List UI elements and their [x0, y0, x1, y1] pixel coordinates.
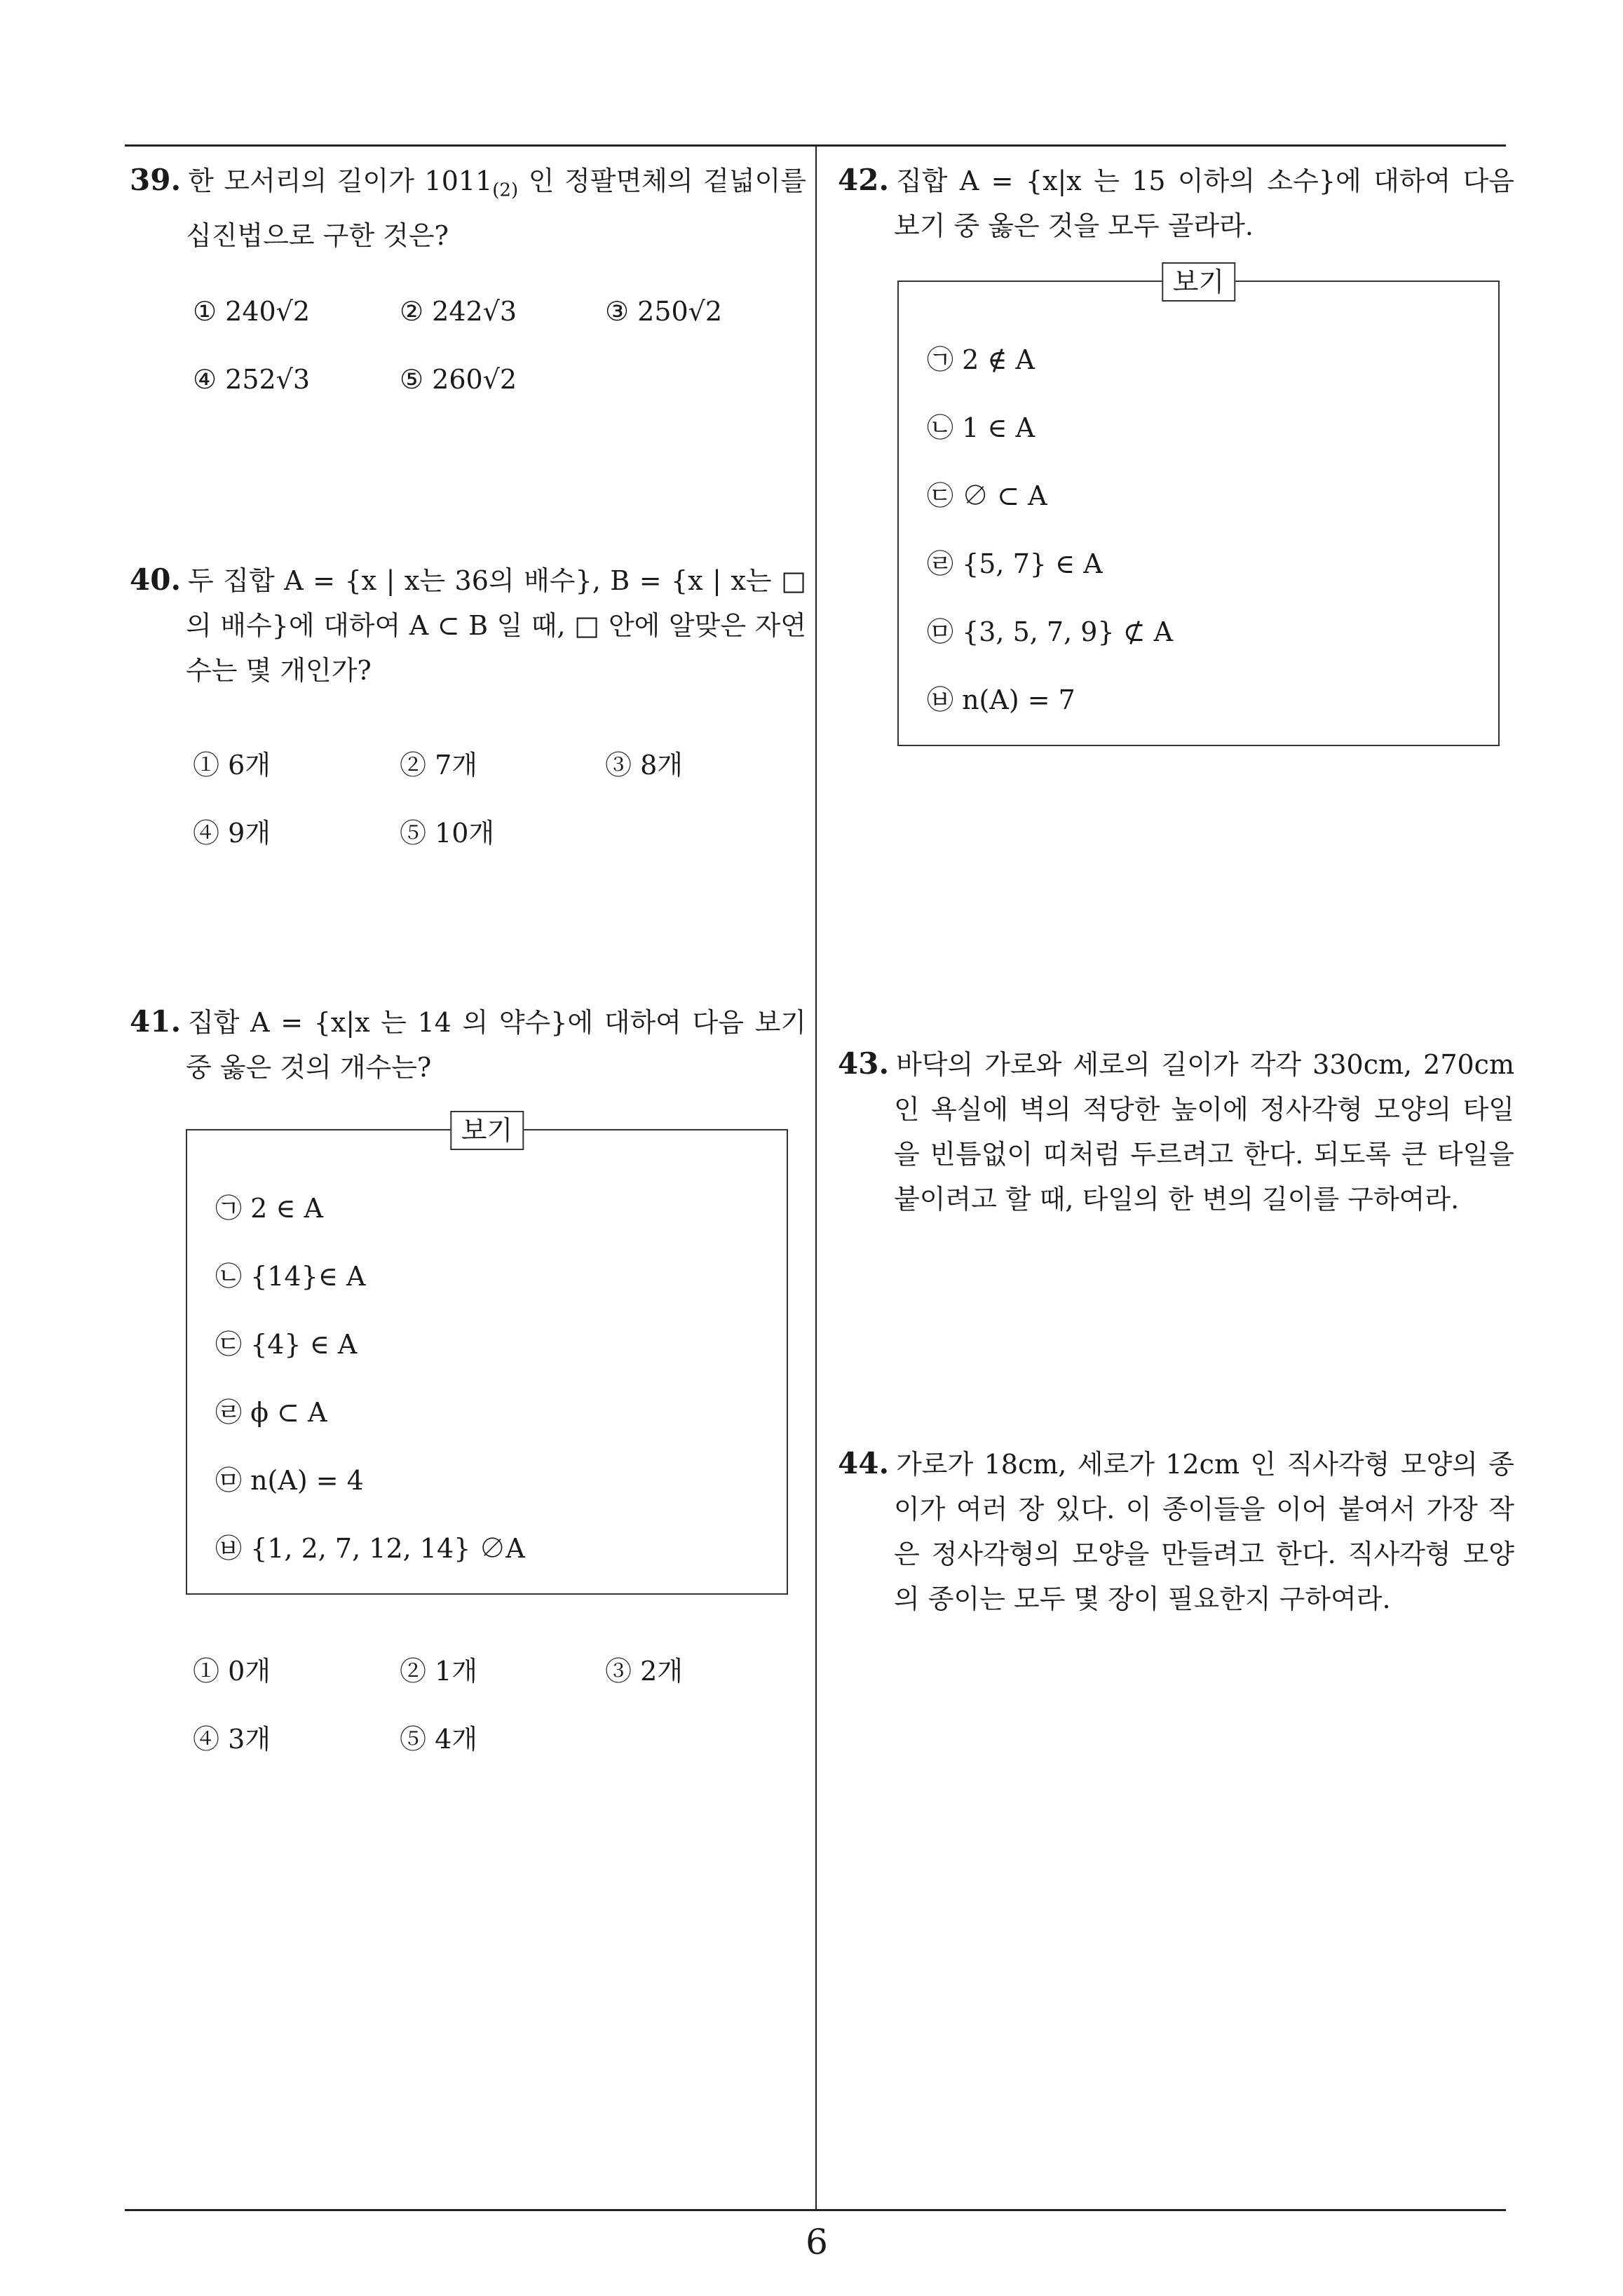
bogi-item-2: ㉡ 1 ∈ A [927, 412, 1035, 443]
question-43 [838, 1041, 1514, 1222]
choice-4[interactable]: ④ 3개 [193, 1724, 271, 1755]
bogi-item-6: ㉥ {1, 2, 7, 12, 14} ∅A [215, 1533, 525, 1564]
question-39-subscript: (2) [492, 180, 519, 201]
question-40 [130, 558, 806, 693]
question-42-stem [838, 158, 1514, 248]
question-39-stem-b: 인 정팔면체의 겉넓이를 십진법으로 구한 것은? [186, 166, 806, 251]
question-number: 42. [838, 163, 890, 197]
question-43-stem [838, 1041, 1514, 1222]
question-number: 39. [130, 163, 182, 197]
question-41-stem [130, 999, 806, 1090]
question-44-stem [838, 1441, 1514, 1621]
bogi-label: 보기 [1162, 262, 1235, 302]
bogi-box-41 [186, 1115, 788, 1595]
choice-3[interactable]: ③ 250√2 [605, 296, 723, 327]
choice-5[interactable]: ⑤ 10개 [400, 818, 495, 849]
bogi-label: 보기 [450, 1111, 524, 1150]
choice-4[interactable]: ④ 252√3 [193, 364, 311, 395]
column-divider [815, 144, 817, 2211]
question-41-text: 집합 A = {x|x 는 14 의 약수}에 대하여 다음 보기 중 옳은 것의 개수는? [186, 1007, 806, 1083]
bottom-rule [125, 2209, 1506, 2211]
choice-2[interactable]: ② 242√3 [400, 296, 517, 327]
question-39 [130, 158, 806, 258]
choice-5[interactable]: ⑤ 4개 [400, 1724, 477, 1755]
question-41 [130, 999, 806, 1090]
question-39-stem [130, 158, 806, 258]
question-39-stem-a: 한 모서리의 길이가 1011 [188, 166, 493, 196]
question-42 [838, 158, 1514, 248]
question-44 [838, 1441, 1514, 1621]
choice-2[interactable]: ② 1개 [400, 1656, 477, 1687]
question-44-text: 가로가 18cm, 세로가 12cm 인 직사각형 모양의 종이가 여러 장 있다. 이 종이들을 이어 붙여서 가장 작은 정사각형의 모양을 만들려고 한다. 직사각형 모양의 종이는 모두 몇 장이 필요한지 구하여라. [894, 1449, 1514, 1614]
question-number: 40. [130, 562, 182, 597]
choice-1[interactable]: ① 240√2 [193, 296, 311, 327]
bogi-item-3: ㉢ ∅ ⊂ A [927, 480, 1047, 511]
bogi-item-5: ㉤ n(A) = 4 [215, 1465, 364, 1496]
choice-1[interactable]: ① 6개 [193, 750, 271, 781]
page-number: 6 [806, 2222, 828, 2262]
bogi-item-2: ㉡ {14}∈ A [215, 1261, 366, 1292]
choice-5[interactable]: ⑤ 260√2 [400, 364, 517, 395]
question-43-text: 바닥의 가로와 세로의 길이가 각각 330cm, 270cm 인 욕실에 벽의 적당한 높이에 정사각형 모양의 타일을 빈틈없이 띠처럼 두르려고 한다. 되도록 큰 타일을 붙이려고 할 때, 타일의 한 변의 길이를 구하여라. [894, 1049, 1514, 1215]
choice-3[interactable]: ③ 2개 [605, 1656, 683, 1687]
question-42-text: 집합 A = {x|x 는 15 이하의 소수}에 대하여 다음 보기 중 옳은 것을 모두 골라라. [894, 166, 1514, 241]
question-number: 44. [838, 1446, 890, 1480]
choice-1[interactable]: ① 0개 [193, 1656, 271, 1687]
bogi-item-3: ㉢ {4} ∈ A [215, 1329, 358, 1360]
bogi-item-4: ㉣ ϕ ⊂ A [215, 1397, 327, 1428]
bogi-box-42 [897, 266, 1500, 746]
bogi-item-1: ㉠ 2 ∉ A [927, 344, 1035, 375]
bogi-item-5: ㉤ {3, 5, 7, 9} ⊄ A [927, 616, 1174, 647]
question-number: 43. [838, 1046, 890, 1081]
question-40-text: 두 집합 A = {x | x는 36의 배수}, B = {x | x는 □의 배수}에 대하여 A ⊂ B 일 때, □ 안에 알맞은 자연수는 몇 개인가? [186, 565, 806, 686]
choice-2[interactable]: ② 7개 [400, 750, 477, 781]
bogi-item-4: ㉣ {5, 7} ∈ A [927, 548, 1103, 579]
choice-4[interactable]: ④ 9개 [193, 818, 271, 849]
question-40-stem [130, 558, 806, 693]
choice-3[interactable]: ③ 8개 [605, 750, 683, 781]
question-number: 41. [130, 1004, 182, 1039]
bogi-item-1: ㉠ 2 ∈ A [215, 1193, 323, 1224]
bogi-item-6: ㉥ n(A) = 7 [927, 684, 1075, 715]
